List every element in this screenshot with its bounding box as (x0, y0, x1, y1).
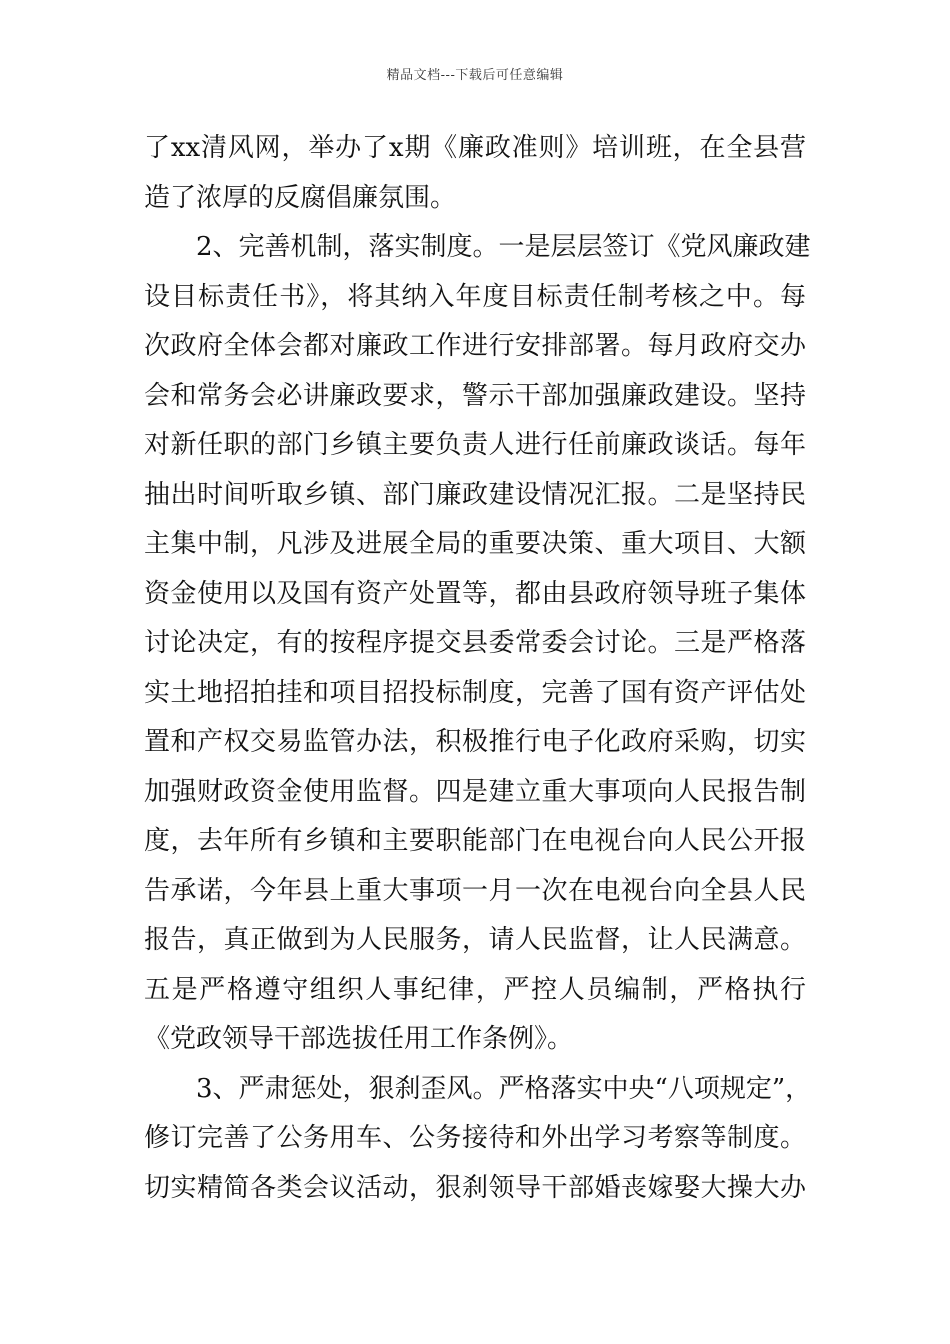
text-line: 度，去年所有乡镇和主要职能部门在电视台向人民公开报 (144, 826, 806, 856)
text-line: 了xx清风网，举办了x期《廉政准则》培训班，在全县营 (144, 133, 806, 163)
text-line: 五是严格遵守组织人事纪律，严控人员编制，严格执行 (144, 974, 806, 1005)
text-line: 造了浓厚的反腐倡廉氛围。 (144, 182, 457, 213)
text-line: 讨论决定，有的按程序提交县委常委会讨论。三是严格落 (144, 628, 806, 658)
text-line: 切实精简各类会议活动，狠刹领导干部婚丧嫁娶大操大办 (144, 1172, 806, 1203)
page-header: 精品文档---下载后可任意编辑 (386, 68, 564, 83)
text-line: 置和产权交易监管办法，积极推行电子化政府采购，切实 (144, 727, 806, 757)
text-line: 会和常务会必讲廉政要求，警示干部加强廉政建设。坚持 (144, 380, 806, 411)
paragraph-2-start: 2、完善机制，落实制度。一是层层签订《党风廉政建 (144, 232, 811, 262)
text-line: 实土地招拍挂和项目招投标制度，完善了国有资产评估处 (144, 677, 806, 708)
text-line: 设目标责任书》，将其纳入年度目标责任制考核之中。每 (144, 281, 806, 312)
text-line: 对新任职的部门乡镇主要负责人进行任前廉政谈话。每年 (144, 430, 806, 460)
text-line: 《党政领导干部选拔任用工作条例》。 (144, 1024, 574, 1054)
paragraph-3-start: 3、严肃惩处，狠刹歪风。严格落实中央“八项规定”， (144, 1073, 812, 1104)
text-line: 加强财政资金使用监督。四是建立重大事项向人民报告制 (144, 776, 806, 807)
text-line: 抽出时间听取乡镇、部门廉政建设情况汇报。二是坚持民 (144, 479, 806, 510)
document-body (144, 124, 812, 1213)
text-line: 报告，真正做到为人民服务，请人民监督，让人民满意。 (144, 925, 806, 955)
text-line: 资金使用以及国有资产处置等，都由县政府领导班子集体 (144, 578, 806, 609)
text-line: 主集中制，凡涉及进展全局的重要决策、重大项目、大额 (144, 529, 806, 559)
text-line: 告承诺，今年县上重大事项一月一次在电视台向全县人民 (144, 875, 806, 906)
text-line: 修订完善了公务用车、公务接待和外出学习考察等制度。 (144, 1123, 806, 1153)
text-line: 次政府全体会都对廉政工作进行安排部署。每月政府交办 (144, 331, 806, 361)
